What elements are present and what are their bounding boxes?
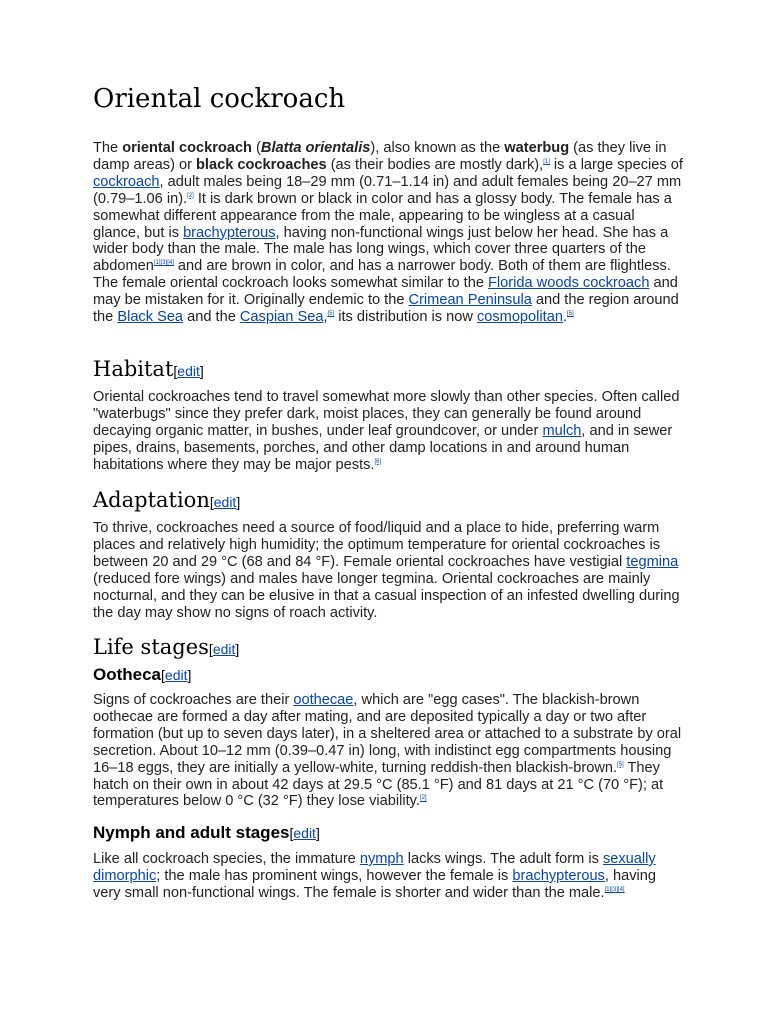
citation-link[interactable]: [1][3][4]: [604, 886, 625, 893]
adaptation-heading: Adaptation[edit]: [93, 488, 241, 512]
page-title: Oriental cockroach: [93, 84, 346, 114]
habitat-paragraph: Oriental cockroaches tend to travel somewhat more slowly than other species. Often called "waterbugs" since they prefer dark, moist places, they can generally be found around decaying organic matter, in bushes, under leaf groundcover, or under mulch, and in sewer pipes, drains, basements, porches, and other damp locations in and around human habitations where they may be major pests.[6]: [93, 389, 680, 473]
citation-link[interactable]: [2]: [419, 795, 427, 802]
mulch-link[interactable]: mulch: [542, 422, 582, 439]
florida-woods-cockroach-link[interactable]: Florida woods cockroach: [488, 275, 650, 292]
citation-link[interactable]: [2]: [187, 192, 194, 199]
oothecae-link[interactable]: oothecae: [293, 692, 354, 708]
citation-link[interactable]: [1][3][4]: [153, 260, 174, 267]
crimean-peninsula-link[interactable]: Crimean Peninsula: [408, 292, 532, 309]
intro-paragraph: The oriental cockroach (Blatta orientalis), also known as the waterbug (as they live in damp areas) or black cockroaches (as their bodies are mostly dark),[1] is a large species of cockroach, adult males being 18–29 mm (0.71–1.14 in) and adult females being 20–27 mm (0.79–1.06 in).[2] It is dark brown or black in color and has a glossy body. The female has a somewhat different appearance from the male, appearing to be wingless at a casual glance, but is brachypterous, having non-functional wings just below her head. She has a wider body than the male. The male has long wings, which cover three quarters of the abdomen[1][3][4] and are brown in color, and has a narrower body. Both of them are flightless. The female oriental cockroach looks somewhat similar to the Florida woods cockroach and may be mistaken for it. Originally endemic to the Crimean Peninsula and the region around the Black Sea and the Caspian Sea,[5] its distribution is now cosmopolitan.[5]: [93, 140, 683, 326]
citation-link[interactable]: [5]: [567, 311, 574, 318]
life-stages-heading: Life stages[edit]: [93, 635, 240, 659]
nymph-link[interactable]: nymph: [359, 851, 404, 867]
citation-link[interactable]: [5]: [327, 311, 335, 318]
citation-link[interactable]: [1]: [543, 159, 550, 166]
ootheca-heading: Ootheca[edit]: [93, 665, 192, 684]
edit-link[interactable]: edit: [212, 641, 236, 657]
brachypterous-link[interactable]: brachypterous: [512, 867, 605, 884]
brachypterous-link[interactable]: brachypterous: [183, 224, 276, 241]
black-sea-link[interactable]: Black Sea: [117, 309, 184, 326]
adaptation-paragraph: To thrive, cockroaches need a source of food/liquid and a place to hide, preferring warm places and relatively high humidity; the optimum temperature for oriental cockroaches is between 20 and 29 °C (68 and 84 °F). Female oriental cockroaches have vestigial tegmina (reduced fore wings) and males have longer tegmina. Oriental cockroaches are mainly nocturnal, and they can be elusive in that a casual inspection of an infested dwelling during the day may show no signs of roach activity.: [93, 520, 680, 621]
edit-link[interactable]: edit: [164, 667, 188, 683]
sexually-dimorphic-link[interactable]: sexually dimorphic: [93, 851, 656, 884]
edit-link[interactable]: edit: [293, 825, 316, 841]
edit-link[interactable]: edit: [213, 494, 237, 510]
citation-link[interactable]: [5]: [617, 761, 624, 768]
tegmina-link[interactable]: tegmina: [626, 553, 679, 570]
cosmopolitan-link[interactable]: cosmopolitan: [476, 309, 563, 326]
cockroach-link[interactable]: cockroach: [93, 173, 160, 190]
habitat-heading: Habitat[edit]: [93, 357, 204, 381]
ootheca-paragraph: Signs of cockroaches are their oothecae, which are "egg cases". The blackish-brown oothecae are formed a day after mating, and are deposited typically a day or two after formation (but up to seven days later), in a sheltered area or attached to a substrate by oral secretion. About 10–12 mm (0.39–0.47 in) long, with indistinct egg compartments housing 16–18 eggs, they are initially a yellow-white, turning reddish-then blackish-brown.[5] They hatch on their own in about 42 days at 29.5 °C (85.1 °F) and 81 days at 21 °C (70 °F); at temperatures below 0 °C (32 °F) they lose viability.[2]: [93, 692, 682, 810]
nymph-paragraph: Like all cockroach species, the immature nymph lacks wings. The adult form is sexually dimorphic; the male has prominent wings, however the female is brachypterous, having very small non-functional wings. The female is shorter and wider than the male.[1][3][4]: [93, 851, 656, 901]
edit-link[interactable]: edit: [177, 363, 200, 379]
citation-link[interactable]: [6]: [374, 458, 382, 465]
nymph-heading: Nymph and adult stages[edit]: [93, 823, 320, 842]
caspian-sea-link[interactable]: Caspian Sea: [239, 309, 324, 326]
